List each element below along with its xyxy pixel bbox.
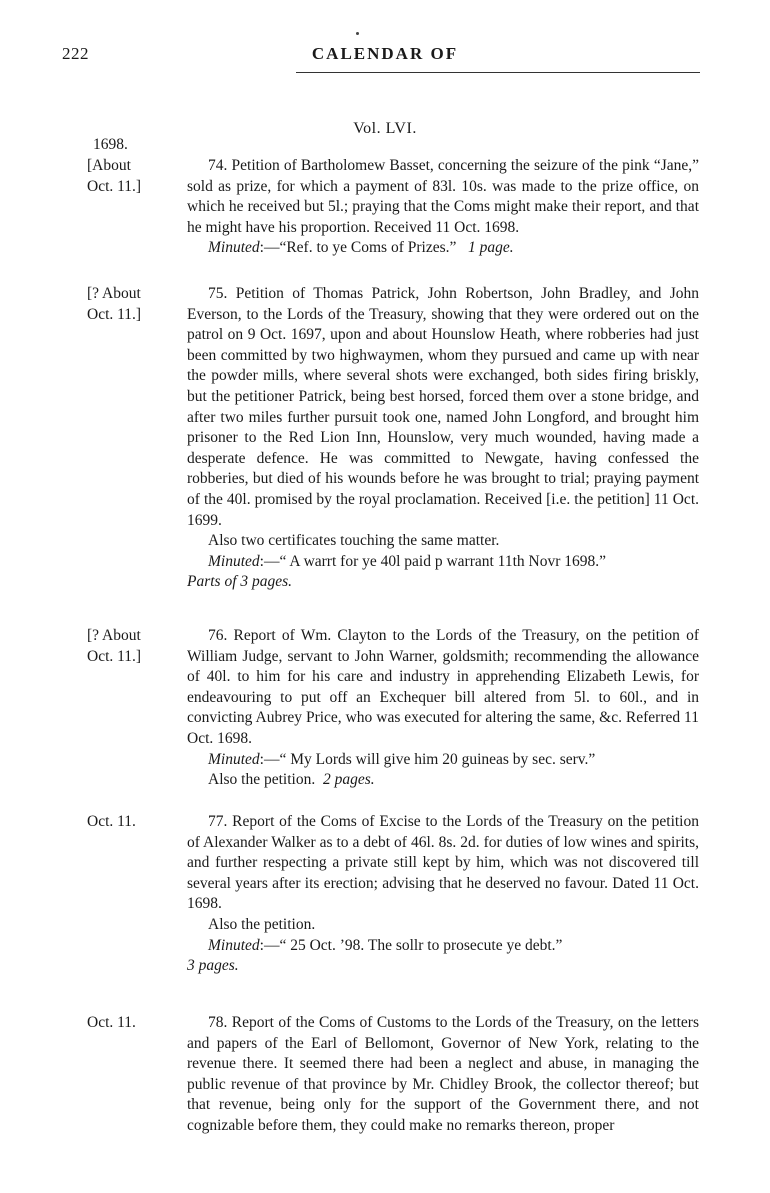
entry-minuted	[187, 238, 699, 259]
entry-also: Also the petition.	[208, 771, 316, 789]
entry-text: 75. Petition of Thomas Patrick, John Robertson, John Bradley, and John Everson, to the Lords of the Treasury, showing that they were ordered out on the patrol on 9 Oct. 1697, upon and about Hounslow Heath, where robberies had just been committed by two highwaymen, whom they pursued and came up with near the powder mills, where several shots were exchanged, both sides firing briskly, but the petitioner Patrick, being best horsed, forced them over a stone bridge, and after two miles further pursuit took one, named John Longford, and brought him prisoner to the Red Lion Inn, Hounslow, very much wounded, having made a desperate defence. He was committed to Newgate, having confessed the robberies, but died of his wounds before he was brought to trial; praying payment of the 40l. promised by the royal proclamation. Received [i.e. the petition] 11 Oct. 1699.	[187, 285, 699, 529]
page-extent: 1 page.	[468, 239, 514, 257]
page-number: 222	[62, 44, 89, 63]
entry-extent-line	[187, 956, 699, 977]
entry-77	[187, 812, 699, 977]
margin-date	[87, 156, 157, 197]
margin-date	[87, 812, 157, 833]
minuted-label: Minuted	[208, 750, 260, 768]
entry-also-line	[187, 770, 699, 791]
minuted-label: Minuted	[208, 552, 260, 570]
year-label: 1698.	[93, 136, 128, 153]
minuted-text: :—“ My Lords will give him 20 guineas by sec. serv.”	[259, 750, 596, 768]
running-title: CALENDAR OF	[311, 44, 459, 63]
entry-text: 77. Report of the Coms of Excise to the Lords of the Treasury on the petition of Alexander Walker as to a debt of 46l. 8s. 2d. for duties of low wines and spirits, and further respecting a private still kept by him, which was not discovered till several years after its erection; advising that he deserved no favour. Dated 11 Oct. 1698.	[187, 813, 699, 913]
margin-line: Oct. 11.	[87, 813, 136, 830]
entry-76	[187, 626, 699, 791]
entry-75	[187, 284, 699, 593]
entry-minuted	[187, 750, 699, 771]
ink-speck	[356, 32, 359, 35]
margin-date	[87, 1013, 157, 1034]
margin-line: [? About	[87, 627, 141, 644]
page-extent: 2 pages.	[322, 771, 375, 789]
minuted-label: Minuted	[208, 239, 260, 257]
entry-also: Also two certificates touching the same matter.	[208, 532, 500, 550]
entry-minuted	[187, 552, 699, 573]
entry-text: 76. Report of Wm. Clayton to the Lords of the Treasury, on the petition of William Judge, servant to John Warner, goldsmith; recommending the allowance of 40l. to him for his care and industry in apprehending Elizabeth Lewis, for endeavouring to put off an Exchequer bill altered from 5l. to 60l., and in convicting Aubrey Price, who was executed for altering the same, &c. Referred 11 Oct. 1698.	[187, 627, 699, 747]
entry-minuted	[187, 936, 699, 957]
minuted-label: Minuted	[208, 936, 260, 954]
entry-also: Also the petition.	[208, 915, 316, 933]
margin-line: Oct. 11.]	[87, 305, 142, 323]
margin-line: [? About	[87, 285, 141, 302]
margin-line: Oct. 11.	[87, 1014, 136, 1031]
entry-78	[187, 1013, 699, 1137]
margin-line: Oct. 11.]	[87, 647, 142, 665]
page-extent: Parts of 3 pages.	[187, 573, 293, 591]
page-extent: 3 pages.	[187, 957, 239, 975]
entry-74	[187, 156, 699, 259]
entry-text: 74. Petition of Bartholomew Basset, concerning the seizure of the pink “Jane,” sold as prize, for which a payment of 83l. 10s. was made to the prize office, on which he received but 5l.; praying that the Coms might make their report, and that he might have his proportion. Received 11 Oct. 1698.	[187, 157, 699, 236]
margin-line: [About	[87, 157, 131, 174]
margin-date	[87, 626, 157, 667]
entry-extent-line	[187, 572, 699, 593]
entry-text: 78. Report of the Coms of Customs to the Lords of the Treasury, on the letters and papers of the Earl of Bellomont, Governor of New York, relating to the revenue there. It seemed there had been a neglect and abuse, in managing the public revenue of that province by Mr. Chidley Brook, the collector thereof; but that revenue, being only for the support of the Government there, and not cognizable before them, they could make no remarks thereon, proper	[187, 1014, 699, 1134]
header-rule	[296, 72, 700, 73]
minuted-text: :—“ A warrt for ye 40l paid p warrant 11th Novr 1698.”	[259, 552, 607, 570]
margin-date	[87, 284, 157, 325]
margin-line: Oct. 11.]	[87, 177, 142, 195]
minuted-text: :—“Ref. to ye Coms of Prizes.”	[259, 239, 457, 257]
minuted-text: :—“ 25 Oct. ’98. The sollr to prosecute ye debt.”	[259, 936, 563, 954]
volume-heading: Vol. LVI.	[353, 120, 417, 137]
